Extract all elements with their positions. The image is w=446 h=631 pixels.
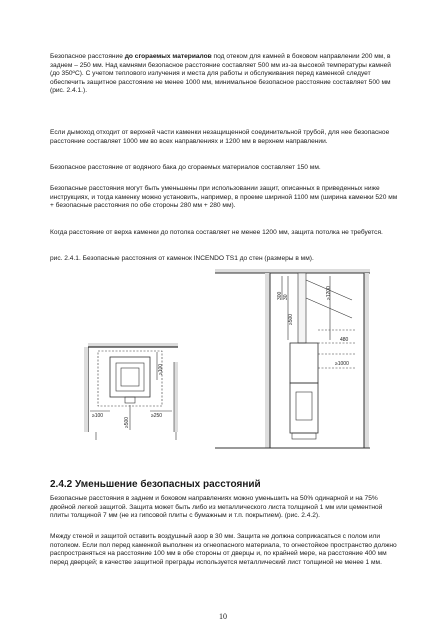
dim-right-side: ≥250 <box>151 413 163 419</box>
bold-term: до сгораемых материалов <box>124 53 212 60</box>
dim-front: ≥500 <box>124 416 130 428</box>
paragraph-reduction: Безопасные расстояния в заднем и боковом направлениях можно уменьшить на 50% одинарной и на 75% двойной легкой защитой. Защита может быть либо из металлического листа толщиной 1 мм или цементной плиты толщиной 7 мм (не из гипсовой плиты с бумажным и т.п. покрытием). (рис. 2.4.2). <box>50 495 383 520</box>
dim-480: 480 <box>340 337 349 343</box>
dim-air-gap: 30 <box>283 294 289 300</box>
paragraph-water-tank: Безопасное расстояние от водяного бака до сгораемых материалов составляет 150 мм. <box>50 164 321 171</box>
paragraph-air-gap: Между стеной и защитой оставить воздушный азор в 30 мм. Защита не должна соприкасаться с полом или потолком. Если пол перед каменкой выполнен из огнеопасного материала, то огнестойкое пространство должно распространяться на расстояние 100 мм в обе стороны от дверцы и, по крайней мере, на расстояние 400 мм перед дверцей; в качестве защитной преграды используется металлический лист толщиной не менее 1 мм. <box>50 533 397 566</box>
page-number: 10 <box>219 612 227 621</box>
text-span: Безопасное расстояние <box>50 53 125 60</box>
dim-left-side: ≥100 <box>92 413 104 419</box>
paragraph-ceiling: Когда расстояние от верха каменки до потолка составляет не менее 1200 мм, защита потолка не требуется. <box>50 229 383 236</box>
dim-ceiling: ≥1200 <box>326 286 332 300</box>
paragraph-reduction-note: Безопасные расстояния могут быть уменьшены при использовании защит, описанных в приведенных ниже инструкциях, и тогда каменку можно установить, например, в проеме шириной 1100 мм (ширина каменки 520 мм + безопасные расстояния по обе стороны 280 мм + 280 мм). <box>50 185 398 210</box>
paragraph-chimney: Если дымоход отходит от верхней части каменки незащищенной соединительной трубой, для нее безопасное расстояние составляет 1000 мм во всех направлениях и 1200 мм в верхнем направлении. <box>50 129 390 145</box>
text-span: под отеком для камней в боковом направлении 200 мм, в заднем – 250 мм. Над камнями безопасное расстояние составляет 500 мм из-за высокой температуры камней (до 350ºС). С учетом теплового излучения и места для работы и обслуживания перед каменкой следует обеспечить защитное расстояние не менее 1000 мм, минимальное безопасное расстояние составляет 500 мм (рис. 2.4.1.). <box>50 53 391 95</box>
elevation-view <box>215 269 370 448</box>
dim-above: ≥500 <box>288 313 294 325</box>
dim-300: 300 <box>277 291 283 300</box>
figure-caption: рис. 2.4.1. Безопасные расстояния от каменок INCENDO TS1 до стен (размеры в мм). <box>50 255 314 262</box>
dim-top-left: ≥100 <box>158 363 164 375</box>
section-heading: 2.4.2 Уменьшение безопасных расстояний <box>50 479 261 490</box>
dim-1000: ≥1000 <box>335 361 349 367</box>
plan-view <box>84 343 178 440</box>
